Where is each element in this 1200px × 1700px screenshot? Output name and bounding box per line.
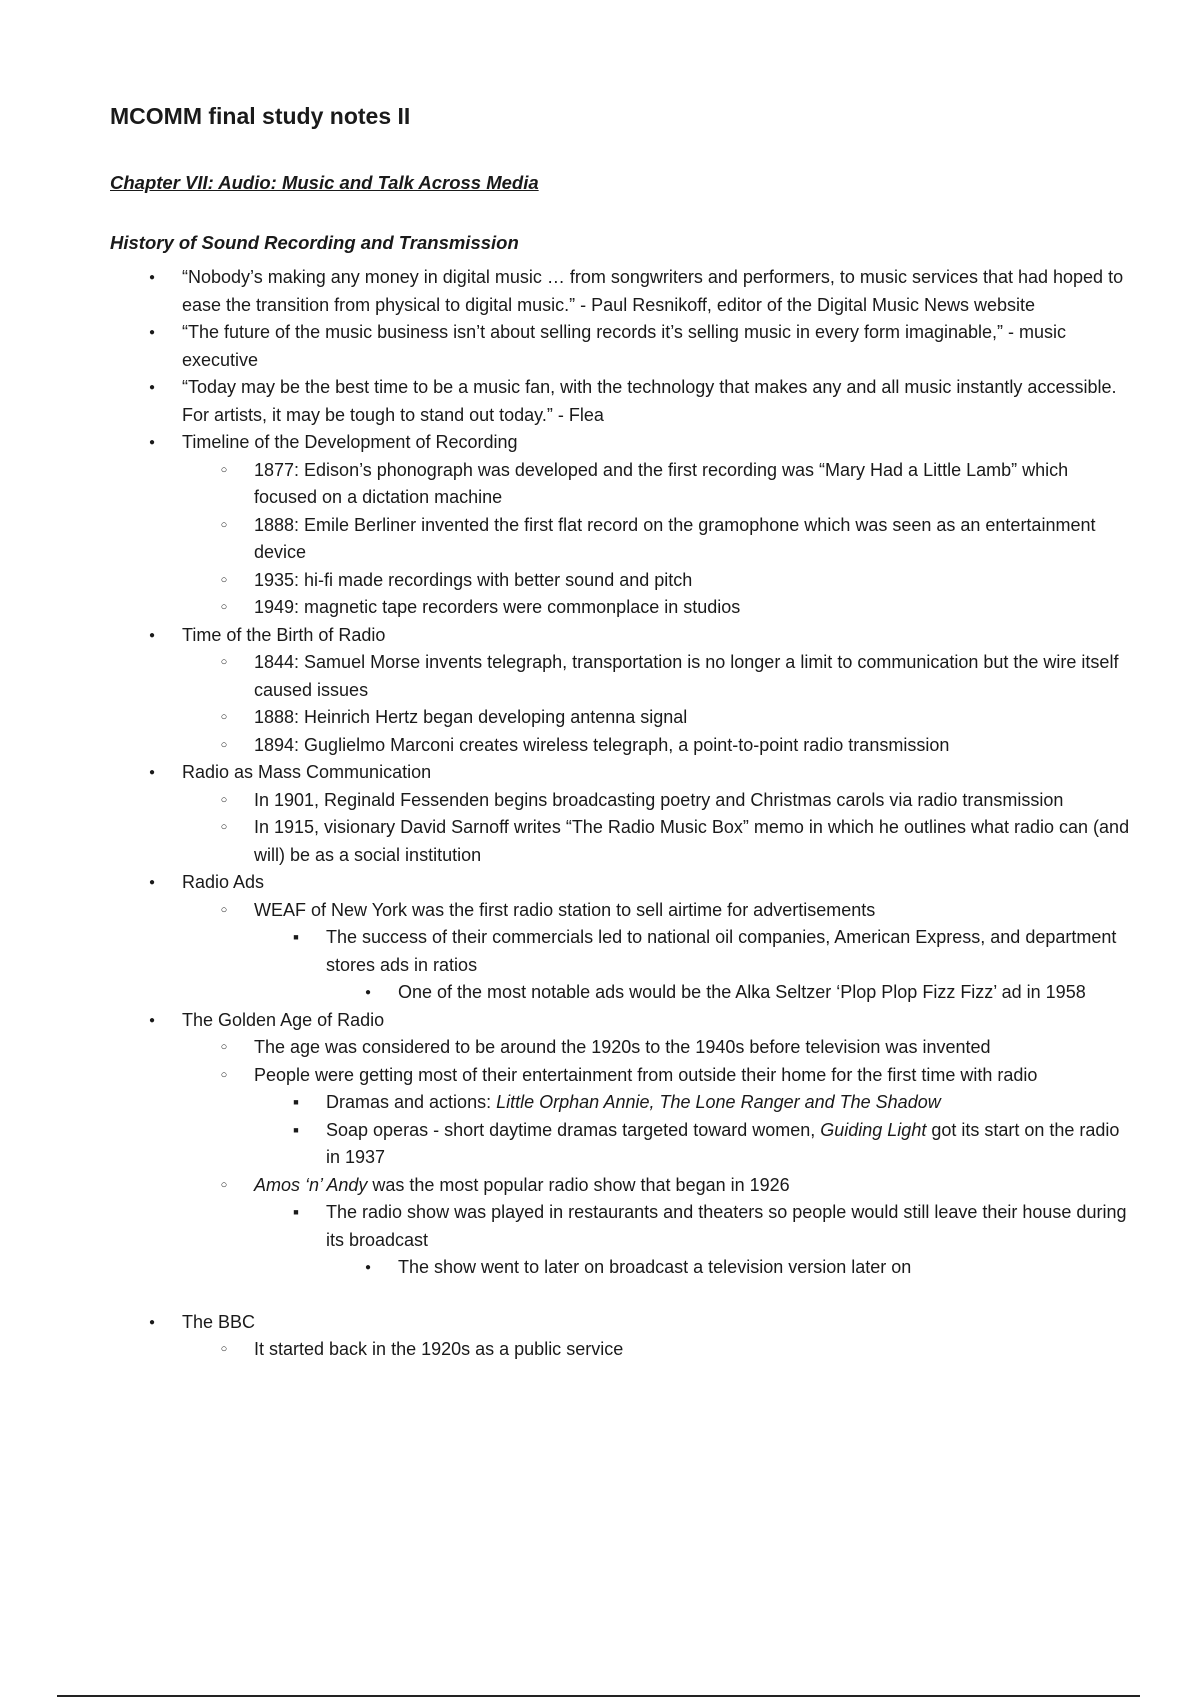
list-item-text: Soap operas - short daytime dramas targeted toward women, <box>326 1119 821 1140</box>
list-item <box>254 1199 1130 1282</box>
circle-bullet-icon <box>218 649 230 679</box>
circle-bullet-icon <box>218 1172 230 1202</box>
list-item <box>182 704 1130 732</box>
list-item <box>182 1172 1130 1282</box>
list-item-text: 1888: Heinrich Hertz began developing antenna signal <box>254 707 688 727</box>
list-item <box>182 1034 1130 1062</box>
sub-list <box>326 1254 1130 1282</box>
sub-list <box>182 1034 1130 1282</box>
list-item-text: 1949: magnetic tape recorders were commonplace in studios <box>254 597 741 617</box>
sub-list <box>182 787 1130 870</box>
list-item <box>110 869 1130 1007</box>
list-item-text: 1894: Guglielmo Marconi creates wireless telegraph, a point-to-point radio transmission <box>254 734 950 755</box>
list-item-text: Timeline of the Development of Recording <box>182 432 518 452</box>
list-item-text: Dramas and actions: <box>326 1092 497 1112</box>
bullet-icon <box>362 1254 374 1284</box>
circle-bullet-icon <box>218 787 230 817</box>
circle-bullet-icon <box>218 814 230 844</box>
sub-list <box>182 897 1130 1007</box>
circle-bullet-icon <box>218 897 230 927</box>
list-item-text: 1844: Samuel Morse invents telegraph, transportation is no longer a limit to communication but the wire itself caused issues <box>254 652 1119 700</box>
list-item-text: The BBC <box>182 1311 256 1332</box>
list-item-text: Radio Ads <box>182 872 265 892</box>
list-item <box>182 814 1130 869</box>
bullet-icon <box>146 374 158 404</box>
circle-bullet-icon <box>218 567 230 597</box>
list-item-text: The age was considered to be around the 1920s to the 1940s before television was invented <box>254 1037 991 1057</box>
list-item <box>110 374 1130 429</box>
show-title: Amos ‘n’ Andy <box>254 1174 368 1195</box>
list-item-text: 1888: Emile Berliner invented the first flat record on the gramophone which was seen as an entertainment device <box>254 514 1096 562</box>
list-item <box>182 897 1130 1007</box>
circle-bullet-icon <box>218 512 230 542</box>
list-item <box>110 319 1130 374</box>
list-item-text: The show went to later on broadcast a television version later on <box>398 1257 912 1277</box>
show-titles: Little Orphan Annie, The Lone Ranger and The Shadow <box>496 1092 941 1112</box>
circle-bullet-icon <box>218 704 230 734</box>
list-item <box>182 1062 1130 1172</box>
list-item <box>110 622 1130 760</box>
sub-list <box>182 457 1130 622</box>
bullet-icon <box>146 622 158 652</box>
circle-bullet-icon <box>218 1336 230 1366</box>
circle-bullet-icon <box>218 1062 230 1092</box>
list-item-text: The success of their commercials led to national oil companies, American Express, and department stores ads in ratios <box>326 927 1117 975</box>
list-item <box>110 429 1130 622</box>
list-item-text: “Nobody’s making any money in digital music … from songwriters and performers, to music services that had hoped to ease the transition from physical to digital music.” - Paul Resnikoff, editor of the Digital Music News website <box>182 267 1124 315</box>
sub-list <box>182 1336 1130 1364</box>
list-item-text: It started back in the 1920s as a public service <box>254 1339 624 1359</box>
list-item-text: Time of the Birth of Radio <box>182 624 386 645</box>
list-item <box>182 1336 1130 1364</box>
list-item-text: Radio as Mass Communication <box>182 762 432 782</box>
bullet-icon <box>146 1007 158 1037</box>
sub-list <box>254 1199 1130 1282</box>
bullet-icon <box>146 759 158 789</box>
circle-bullet-icon <box>218 1034 230 1064</box>
document-page <box>110 100 1130 1364</box>
list-item-text: was the most popular radio show that began in 1926 <box>367 1174 790 1195</box>
list-item <box>182 649 1130 704</box>
list-item-text: 1877: Edison’s phonograph was developed and the first recording was “Mary Had a Little Lamb” which focused on a dictation machine <box>254 459 1069 507</box>
bullet-icon <box>362 979 374 1009</box>
square-bullet-icon <box>290 1199 302 1229</box>
list-item <box>110 1309 1130 1364</box>
list-item <box>326 1254 1130 1282</box>
outline-list <box>110 264 1130 1364</box>
document-title: MCOMM final study notes II <box>110 103 411 129</box>
section-heading: History of Sound Recording and Transmission <box>110 232 519 253</box>
list-item-text: 1935: hi-fi made recordings with better sound and pitch <box>254 569 693 590</box>
sub-list <box>254 1089 1130 1172</box>
bullet-icon <box>146 869 158 899</box>
page-bottom-rule <box>57 1695 1140 1697</box>
bullet-icon <box>146 264 158 294</box>
list-item-text: The radio show was played in restaurants and theaters so people would still leave their house during its broadcast <box>326 1202 1127 1250</box>
circle-bullet-icon <box>218 594 230 624</box>
list-item <box>254 1117 1130 1172</box>
list-item-text: The Golden Age of Radio <box>182 1009 385 1030</box>
sub-list <box>182 649 1130 759</box>
list-item-text: In 1901, Reginald Fessenden begins broadcasting poetry and Christmas carols via radio transmission <box>254 789 1064 810</box>
list-item <box>254 1089 1130 1117</box>
list-item <box>110 264 1130 319</box>
chapter-heading: Chapter VII: Audio: Music and Talk Across Media <box>110 172 539 193</box>
circle-bullet-icon <box>218 732 230 762</box>
list-item <box>110 759 1130 869</box>
list-item <box>182 732 1130 760</box>
list-item <box>182 787 1130 815</box>
list-item <box>110 1007 1130 1282</box>
circle-bullet-icon <box>218 457 230 487</box>
bullet-icon <box>146 319 158 349</box>
list-item <box>182 594 1130 622</box>
bullet-icon <box>146 1309 158 1339</box>
list-item <box>326 979 1130 1007</box>
list-item <box>182 457 1130 512</box>
list-item <box>182 512 1130 567</box>
list-item-text: WEAF of New York was the first radio station to sell airtime for advertisements <box>254 899 876 920</box>
list-item-text: “The future of the music business isn’t about selling records it’s selling music in every form imaginable,” - music executive <box>182 322 1067 370</box>
list-item-text: In 1915, visionary David Sarnoff writes “The Radio Music Box” memo in which he outlines what radio can (and will) be as a social institution <box>254 817 1130 865</box>
list-item-text: People were getting most of their entertainment from outside their home for the first time with radio <box>254 1064 1038 1085</box>
bullet-icon <box>146 429 158 459</box>
show-title: Guiding Light <box>820 1119 927 1140</box>
list-item-text: One of the most notable ads would be the Alka Seltzer ‘Plop Plop Fizz Fizz’ ad in 1958 <box>398 982 1086 1002</box>
sub-list <box>254 924 1130 1007</box>
square-bullet-icon <box>290 1089 302 1119</box>
list-item-text: “Today may be the best time to be a music fan, with the technology that makes any and all music instantly accessible. For artists, it may be tough to stand out today.” - Flea <box>182 377 1117 425</box>
sub-list <box>326 979 1130 1007</box>
list-item <box>254 924 1130 1007</box>
list-item-text: got its start on the radio in 1937 <box>326 1119 1120 1167</box>
square-bullet-icon <box>290 1117 302 1147</box>
square-bullet-icon <box>290 924 302 954</box>
list-item <box>182 567 1130 595</box>
